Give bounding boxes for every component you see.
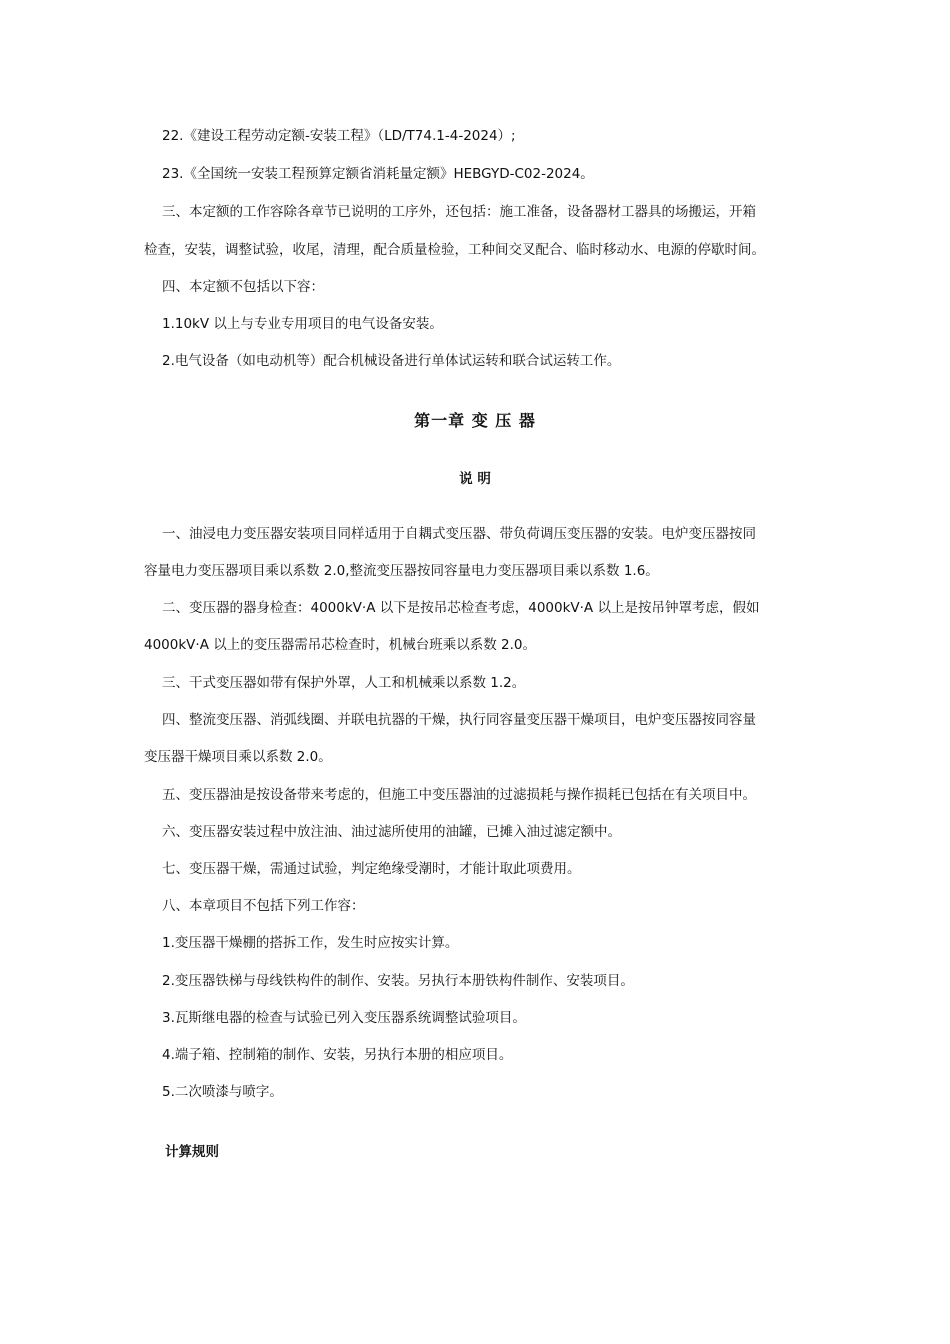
clause-4-title: 四、本定额不包括以下容： [162, 279, 324, 295]
paragraph-8-item-1: 1.变压器干燥棚的搭拆工作，发生时应按实计算。 [162, 935, 459, 951]
paragraph-8: 八、本章项目不包括下列工作容： [162, 898, 365, 914]
section-title: 说 明 [459, 471, 491, 487]
paragraph-7: 七、变压器干燥，需通过试验，判定绝缘受潮时，才能计取此项费用。 [162, 861, 581, 877]
rules-heading: 计算规则 [165, 1144, 219, 1160]
clause-4-item-2: 2.电气设备（如电动机等）配合机械设备进行单体试运转和联合试运转工作。 [162, 353, 621, 369]
paragraph-4-line-2: 变压器干燥项目乘以系数 2.0。 [144, 749, 332, 765]
paragraph-4-line-1: 四、整流变压器、消弧线圈、并联电抗器的干燥，执行同容量变压器干燥项目，电炉变压器按同容量 [162, 712, 756, 728]
intro-item-22: 22.《建设工程劳动定额-安装工程》（LD/T74.1-4-2024）; [162, 128, 516, 144]
paragraph-8-item-2: 2.变压器铁梯与母线铁构件的制作、安装。另执行本册铁构件制作、安装项目。 [162, 973, 634, 989]
paragraph-5: 五、变压器油是按设备带来考虑的，但施工中变压器油的过滤损耗与操作损耗已包括在有关项目中。 [162, 787, 756, 803]
clause-4-item-1: 1.10kV 以上与专业专用项目的电气设备安装。 [162, 316, 443, 332]
clause-3-line-1: 三、本定额的工作容除各章节已说明的工序外，还包括：施工准备，设备器材工器具的场搬运，开箱 [162, 204, 756, 220]
paragraph-2-line-1: 二、变压器的器身检查：4000kV·A 以下是按吊芯检查考虑，4000kV·A 以上是按吊钟罩考虑，假如 [162, 600, 760, 616]
clause-3-line-2: 检查，安装，调整试验，收尾，清理，配合质量检验，工种间交叉配合、临时移动水、电源的停歇时间。 [144, 242, 765, 258]
paragraph-1-line-1: 一、油浸电力变压器安装项目同样适用于自耦式变压器、带负荷调压变压器的安装。电炉变压器按同 [162, 526, 756, 542]
paragraph-8-item-4: 4.端子箱、控制箱的制作、安装，另执行本册的相应项目。 [162, 1047, 513, 1063]
paragraph-8-item-5: 5.二次喷漆与喷字。 [162, 1084, 283, 1100]
intro-item-23: 23.《全国统一安装工程预算定额省消耗量定额》HEBGYD-C02-2024。 [162, 166, 594, 182]
chapter-title: 第一章 变 压 器 [414, 411, 536, 430]
paragraph-1-line-2: 容量电力变压器项目乘以系数 2.0,整流变压器按同容量电力变压器项目乘以系数 1.6。 [144, 563, 659, 579]
paragraph-2-line-2: 4000kV·A 以上的变压器需吊芯检查时，机械台班乘以系数 2.0。 [144, 637, 536, 653]
paragraph-6: 六、变压器安装过程中放注油、油过滤所使用的油罐，已摊入油过滤定额中。 [162, 824, 621, 840]
paragraph-8-item-3: 3.瓦斯继电器的检查与试验已列入变压器系统调整试验项目。 [162, 1010, 526, 1026]
paragraph-3: 三、干式变压器如带有保护外罩，人工和机械乘以系数 1.2。 [162, 675, 526, 691]
